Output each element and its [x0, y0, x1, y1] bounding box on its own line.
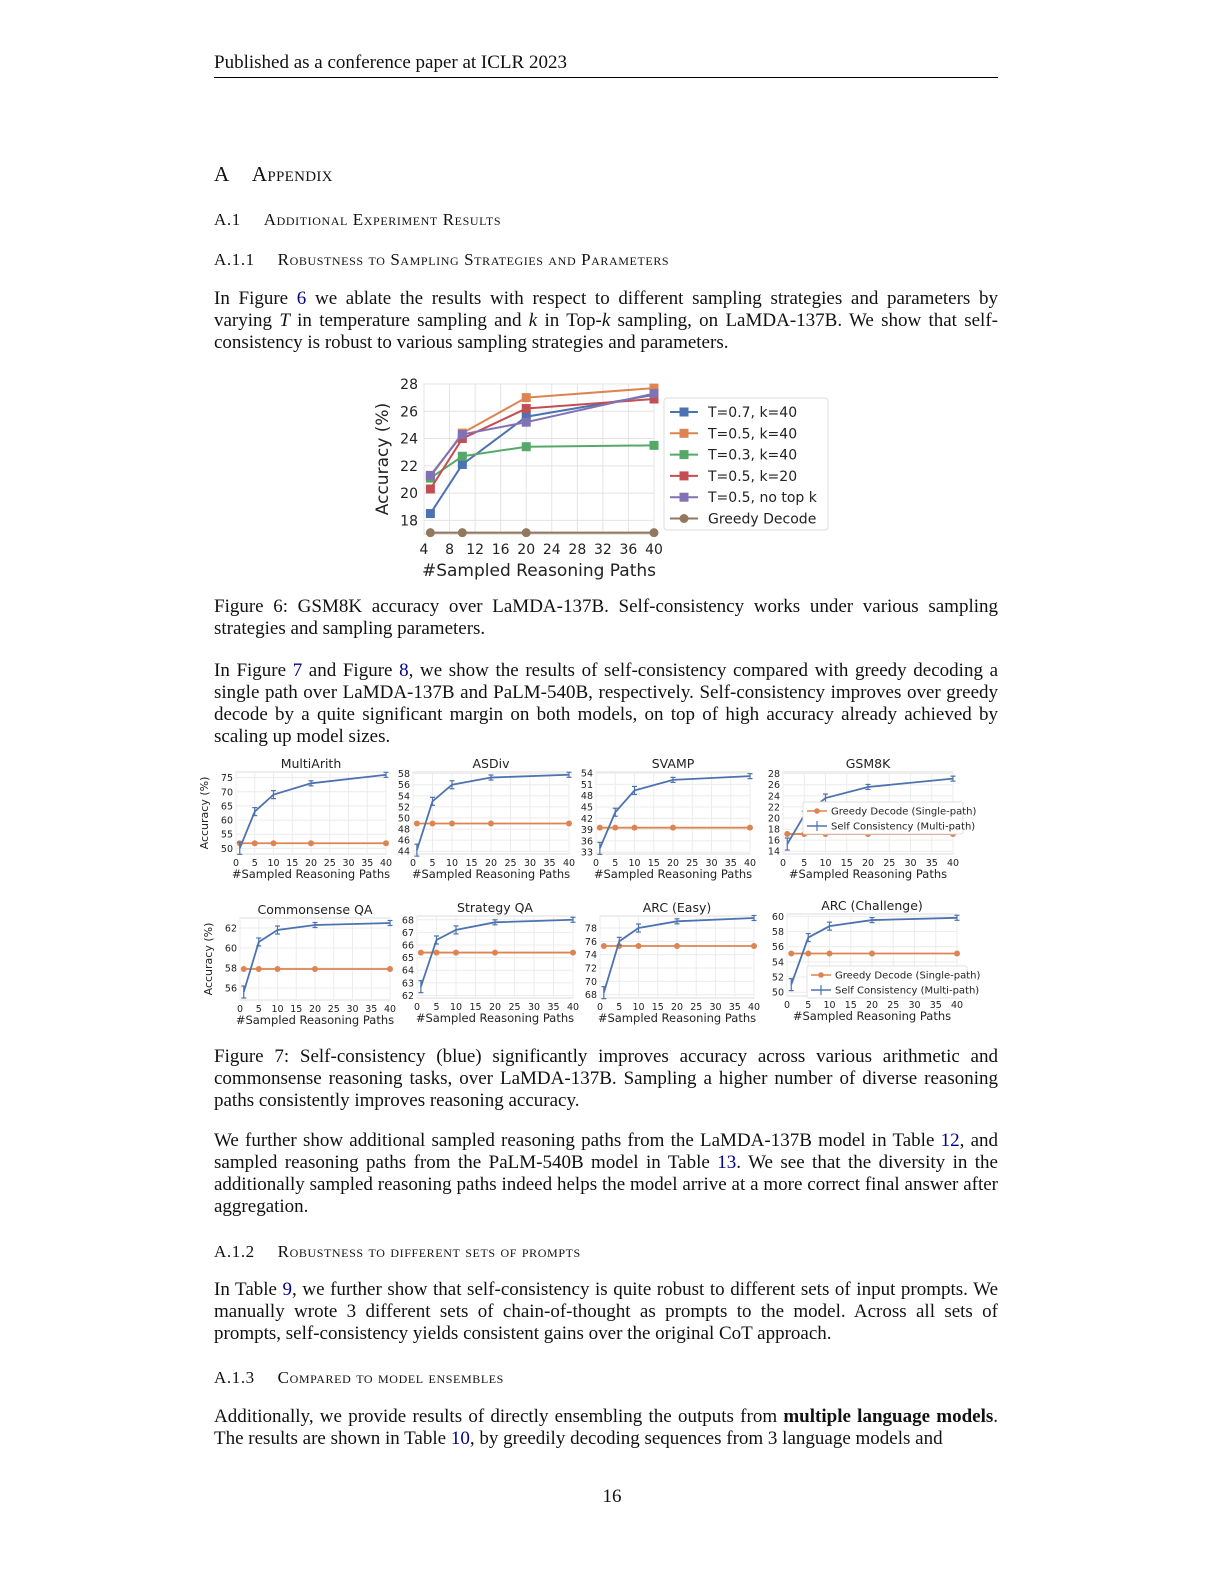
- y-tick-label: 68: [584, 990, 597, 1002]
- legend-marker: [814, 808, 820, 814]
- x-tick-label: 30: [904, 858, 917, 869]
- y-tick-label: 45: [580, 802, 593, 814]
- y-tick-label: 51: [580, 779, 593, 791]
- y-tick-label: 63: [401, 978, 414, 990]
- y-tick-label: 70: [220, 787, 233, 799]
- data-point: [522, 404, 531, 413]
- greedy-point: [788, 950, 794, 956]
- y-tick-label: 42: [580, 813, 593, 825]
- x-tick-label: 15: [465, 858, 478, 869]
- subplot-svamp: [581, 756, 756, 881]
- subsubsection-title: Robustness to Sampling Strategies and Parameters: [277, 250, 670, 269]
- data-point: [522, 442, 531, 451]
- greedy-point: [488, 821, 494, 827]
- greedy-point: [751, 943, 757, 949]
- text-run: in Top-: [537, 310, 602, 331]
- x-tick-label: 0: [592, 858, 600, 869]
- greedy-point: [271, 840, 277, 846]
- subsection-a1-heading: [214, 210, 501, 230]
- subplot-title: ARC (Challenge): [821, 898, 923, 913]
- x-axis-label: #Sampled Reasoning Paths: [411, 867, 571, 881]
- y-tick-label: 20: [400, 486, 418, 503]
- y-tick-label: 22: [767, 802, 780, 814]
- subsubsection-number: A.1.3: [214, 1368, 255, 1387]
- y-tick-label: 55: [220, 829, 233, 841]
- x-tick-label: 25: [504, 858, 517, 869]
- x-tick-label: 10: [823, 1000, 836, 1011]
- x-tick-label: 5: [255, 1004, 262, 1015]
- subsubsection-title: Robustness to different sets of prompts: [277, 1242, 581, 1261]
- greedy-point: [492, 950, 498, 956]
- legend-marker: [680, 450, 689, 459]
- y-tick-label: 78: [584, 923, 597, 935]
- x-tick-label: 35: [547, 1002, 560, 1013]
- y-tick-label: 60: [220, 815, 233, 827]
- x-tick-label: 25: [323, 858, 336, 869]
- y-tick-label: 66: [401, 940, 414, 952]
- x-tick-label: 36: [619, 542, 638, 558]
- y-tick-label: 65: [401, 953, 414, 965]
- text-run: In Table: [214, 1279, 283, 1300]
- text-run: In Figure: [214, 288, 297, 309]
- greedy-point: [566, 821, 572, 827]
- y-tick-label: 56: [224, 983, 237, 995]
- y-tick-label: 58: [224, 963, 237, 975]
- greedy-point: [418, 950, 424, 956]
- x-tick-label: 5: [801, 858, 808, 869]
- data-point: [458, 528, 467, 537]
- x-tick-label: 30: [346, 1004, 359, 1015]
- data-point: [458, 460, 467, 469]
- x-tick-label: 30: [709, 1002, 722, 1013]
- y-tick-label: 64: [401, 965, 414, 977]
- x-axis-label: #Sampled Reasoning Paths: [593, 867, 753, 881]
- x-tick-label: 15: [290, 1004, 303, 1015]
- greedy-point: [252, 840, 258, 846]
- greedy-point: [453, 950, 459, 956]
- x-tick-label: 30: [705, 858, 718, 869]
- subplot-title: Commonsense QA: [257, 902, 373, 917]
- greedy-point: [430, 821, 436, 827]
- paragraph-model-ensembles: [214, 1406, 998, 1450]
- x-tick-label: 5: [251, 858, 258, 869]
- greedy-point: [827, 950, 833, 956]
- y-tick-label: 70: [584, 976, 597, 988]
- y-tick-label: 26: [767, 780, 780, 792]
- x-tick-label: 4: [419, 542, 429, 558]
- greedy-point: [597, 825, 603, 831]
- greedy-point: [869, 950, 875, 956]
- data-point: [522, 528, 531, 537]
- x-axis-label: #Sampled Reasoning Paths: [235, 1013, 395, 1027]
- x-tick-label: 10: [449, 1002, 463, 1013]
- x-tick-label: 10: [271, 1004, 284, 1015]
- y-tick-label: 65: [220, 801, 233, 813]
- x-tick-label: 15: [840, 858, 853, 869]
- subplot-title: ARC (Easy): [642, 900, 712, 915]
- y-tick-label: 18: [767, 824, 780, 836]
- x-tick-label: 40: [645, 542, 663, 558]
- y-axis-label: Accuracy (%): [198, 776, 211, 850]
- legend-label: Self Consistency (Multi-path): [831, 821, 976, 833]
- legend-label: Greedy Decode: [708, 511, 817, 528]
- x-tick-label: 35: [361, 858, 374, 869]
- x-tick-label: 35: [925, 858, 938, 869]
- greedy-point: [784, 831, 790, 837]
- text-run: . The results are shown in Table: [214, 1406, 998, 1449]
- x-tick-label: 35: [728, 1002, 741, 1013]
- subsubsection-a13-heading: [214, 1368, 504, 1388]
- figure-6-caption: Figure 6: GSM8K accuracy over LaMDA-137B. Self-consistency works under various sampling strategies and sampling parameters.: [214, 596, 998, 639]
- greedy-point: [954, 950, 960, 956]
- legend-marker: [680, 471, 689, 480]
- legend-label: Greedy Decode (Single-path): [831, 806, 977, 818]
- greedy-point: [414, 821, 420, 827]
- data-point: [522, 418, 531, 427]
- x-tick-label: 40: [566, 1002, 580, 1013]
- x-tick-label: 5: [616, 1002, 623, 1013]
- figure-ref-6[interactable]: 6: [296, 288, 307, 309]
- data-point: [426, 528, 435, 537]
- y-tick-label: 74: [584, 950, 597, 962]
- figure-6-chart: [360, 372, 840, 587]
- page-number: 16: [602, 1486, 622, 1507]
- greedy-point: [636, 943, 642, 949]
- x-tick-label: 10: [628, 858, 641, 869]
- text-run: we ablate the results with respect to different sampling strategies and parameters by varying: [214, 288, 999, 331]
- data-point: [426, 509, 435, 518]
- subplot-gsm8k: [768, 756, 977, 881]
- paragraph-prompt-robustness: [214, 1279, 998, 1345]
- y-tick-label: 60: [771, 911, 784, 923]
- x-tick-label: 20: [666, 858, 680, 869]
- y-tick-label: 26: [400, 404, 418, 421]
- greedy-point: [601, 943, 607, 949]
- x-tick-label: 0: [413, 1002, 421, 1013]
- greedy-point: [241, 966, 247, 972]
- text-run: sampling, on LaMDA-137B. We show that self-consistency is robust to various sampling strategies and parameters.: [214, 310, 998, 353]
- x-tick-label: 40: [379, 858, 393, 869]
- y-tick-label: 20: [767, 813, 780, 825]
- x-tick-label: 35: [365, 1004, 378, 1015]
- y-tick-label: 54: [397, 791, 410, 803]
- subsubsection-number: A.1.2: [214, 1242, 255, 1261]
- x-tick-label: 35: [724, 858, 737, 869]
- table-ref-13[interactable]: 13: [717, 1152, 737, 1173]
- x-tick-label: 40: [950, 1000, 964, 1011]
- x-axis-label: #Sampled Reasoning Paths: [792, 1009, 952, 1023]
- x-tick-label: 5: [612, 858, 619, 869]
- y-tick-label: 52: [397, 802, 410, 814]
- x-tick-label: 40: [946, 858, 960, 869]
- x-tick-label: 40: [562, 858, 576, 869]
- y-tick-label: 28: [400, 377, 418, 393]
- y-tick-label: 14: [767, 846, 780, 858]
- greedy-point: [670, 825, 676, 831]
- subsubsection-a11-heading: [214, 250, 669, 270]
- x-axis-label: #Sampled Reasoning Paths: [597, 1011, 757, 1025]
- y-tick-label: 48: [580, 791, 593, 803]
- greedy-point: [632, 825, 638, 831]
- x-tick-label: 40: [747, 1002, 761, 1013]
- text-run: We further show additional sampled reasoning paths from the LaMDA-137B model in Table: [214, 1130, 941, 1151]
- y-tick-label: 68: [401, 915, 414, 927]
- y-tick-label: 54: [771, 957, 784, 969]
- x-tick-label: 0: [409, 858, 417, 869]
- x-tick-label: 30: [527, 1002, 541, 1013]
- x-tick-label: 25: [887, 1000, 900, 1011]
- subplot-title: SVAMP: [651, 756, 695, 771]
- x-tick-label: 20: [861, 858, 875, 869]
- x-tick-label: 5: [433, 1002, 440, 1013]
- y-tick-label: 16: [767, 835, 780, 847]
- paragraph-figure7-intro: [214, 660, 998, 748]
- table-ref-9[interactable]: 9: [282, 1279, 293, 1300]
- text-run: , by greedily decoding sequences from 3 language models and: [469, 1428, 943, 1449]
- data-point: [458, 452, 467, 461]
- greedy-point: [256, 966, 262, 972]
- legend-marker: [680, 493, 689, 502]
- x-tick-label: 20: [484, 858, 498, 869]
- x-tick-label: 15: [844, 1000, 857, 1011]
- x-tick-label: 0: [596, 1002, 604, 1013]
- x-tick-label: 32: [593, 542, 612, 558]
- subplot-title: ASDiv: [472, 756, 510, 771]
- x-tick-label: 20: [865, 1000, 879, 1011]
- y-tick-label: 52: [771, 972, 784, 984]
- x-tick-label: 25: [690, 1002, 703, 1013]
- legend-label: T=0.7, k=40: [708, 405, 798, 421]
- y-tick-label: 50: [397, 813, 410, 825]
- legend-label: T=0.3, k=40: [708, 447, 798, 464]
- x-tick-label: 10: [819, 858, 832, 869]
- greedy-point: [308, 840, 314, 846]
- text-run: In Figure: [214, 660, 293, 681]
- y-tick-label: 67: [401, 927, 414, 939]
- y-tick-label: 36: [580, 836, 593, 848]
- greedy-point: [805, 950, 811, 956]
- bold-text: multiple language models: [783, 1406, 994, 1427]
- subplot-title: Strategy QA: [457, 900, 533, 915]
- greedy-point: [570, 950, 576, 956]
- y-axis-label: Accuracy (%): [373, 402, 393, 516]
- x-tick-label: 25: [883, 858, 896, 869]
- x-tick-label: 10: [445, 858, 459, 869]
- text-run: and Figure: [302, 660, 400, 681]
- legend-label: T=0.5, no top k: [708, 490, 817, 507]
- data-point: [650, 528, 659, 537]
- greedy-point: [434, 950, 440, 956]
- legend-label: T=0.5, k=20: [708, 468, 798, 485]
- y-tick-label: 58: [771, 926, 784, 938]
- figure-7-caption: Figure 7: Self-consistency (blue) significantly improves accuracy across various arithmetic and commonsense reasoning tasks, over LaMDA-137B. Sampling a higher number of diverse reasoning paths consistently improves reasoning accuracy.: [214, 1046, 998, 1111]
- x-tick-label: 25: [508, 1002, 521, 1013]
- x-tick-label: 15: [469, 1002, 482, 1013]
- x-tick-label: 25: [327, 1004, 340, 1015]
- y-tick-label: 56: [397, 780, 410, 792]
- data-point: [426, 471, 435, 480]
- section-title: Appendix: [251, 162, 333, 186]
- x-tick-label: 5: [429, 858, 436, 869]
- y-axis-label: Accuracy (%): [202, 922, 215, 996]
- y-tick-label: 24: [400, 431, 418, 448]
- subplot-commonsenseqa: [202, 902, 396, 1027]
- y-tick-label: 24: [767, 791, 780, 803]
- x-tick-label: 20: [304, 858, 318, 869]
- greedy-point: [612, 825, 618, 831]
- x-tick-label: 20: [517, 542, 536, 558]
- x-tick-label: 10: [267, 858, 280, 869]
- figure-7-chart-grid: [196, 752, 1016, 1042]
- table-ref-12[interactable]: 12: [940, 1130, 960, 1151]
- data-point: [458, 430, 467, 439]
- subplot-title: GSM8K: [845, 756, 891, 771]
- x-tick-label: 40: [383, 1004, 397, 1015]
- data-point: [650, 441, 659, 450]
- x-tick-label: 35: [929, 1000, 942, 1011]
- y-tick-label: 60: [224, 943, 237, 955]
- x-tick-label: 30: [342, 858, 355, 869]
- subplot-strategyqa: [402, 900, 579, 1025]
- text-run: Additionally, we provide results of directly ensembling the outputs from: [214, 1406, 784, 1427]
- x-axis-label: #Sampled Reasoning Paths: [788, 867, 948, 881]
- x-tick-label: 16: [491, 542, 510, 558]
- x-tick-label: 24: [542, 542, 561, 558]
- x-tick-label: 15: [651, 1002, 664, 1013]
- x-tick-label: 28: [568, 542, 587, 558]
- greedy-point: [747, 825, 753, 831]
- y-tick-label: 28: [767, 769, 780, 781]
- table-ref-10[interactable]: 10: [450, 1428, 470, 1449]
- x-tick-label: 20: [670, 1002, 684, 1013]
- subsection-number: A.1: [214, 210, 241, 229]
- x-tick-label: 15: [286, 858, 299, 869]
- greedy-point: [383, 840, 389, 846]
- legend-label: Self Consistency (Multi-path): [835, 985, 980, 997]
- data-point: [650, 389, 659, 398]
- x-tick-label: 10: [632, 1002, 645, 1013]
- x-tick-label: 40: [743, 858, 757, 869]
- paragraph-sampling-ablation: [214, 288, 998, 354]
- y-tick-label: 22: [400, 458, 418, 475]
- x-axis-label: #Sampled Reasoning Paths: [415, 1011, 575, 1025]
- section-number: A: [214, 162, 229, 186]
- appendix-heading: [214, 162, 333, 187]
- legend-marker: [818, 972, 824, 978]
- data-point: [426, 485, 435, 494]
- x-tick-label: 5: [805, 1000, 812, 1011]
- subsection-title: Additional Experiment Results: [263, 210, 502, 229]
- greedy-point: [449, 821, 455, 827]
- y-tick-label: 18: [400, 513, 418, 530]
- x-tick-label: 20: [488, 1002, 502, 1013]
- x-tick-label: 0: [236, 1004, 244, 1015]
- greedy-point: [674, 943, 680, 949]
- greedy-point: [387, 966, 393, 972]
- legend-label: T=0.5, k=40: [708, 426, 798, 443]
- x-tick-label: 35: [543, 858, 556, 869]
- subplot-arceasy: [585, 900, 760, 1025]
- subplot-asdiv: [398, 756, 575, 881]
- x-axis-label: #Sampled Reasoning Paths: [231, 867, 391, 881]
- x-tick-label: 25: [686, 858, 699, 869]
- x-tick-label: 0: [232, 858, 240, 869]
- math-var: k: [601, 310, 611, 331]
- x-tick-label: 15: [647, 858, 660, 869]
- y-tick-label: 46: [397, 835, 410, 847]
- figure-ref-7[interactable]: 7: [292, 660, 303, 681]
- math-var: k: [528, 310, 538, 331]
- x-tick-label: 30: [908, 1000, 921, 1011]
- math-var: T: [279, 310, 290, 331]
- x-tick-label: 8: [445, 542, 455, 558]
- y-tick-label: 56: [771, 942, 784, 954]
- legend-marker: [680, 429, 689, 438]
- y-tick-label: 50: [220, 843, 233, 855]
- y-tick-label: 62: [401, 990, 414, 1002]
- legend-marker: [680, 408, 689, 417]
- y-tick-label: 54: [580, 768, 593, 780]
- subsubsection-title: Compared to model ensembles: [277, 1368, 504, 1387]
- y-tick-label: 50: [771, 987, 784, 999]
- legend-marker: [680, 514, 689, 523]
- x-axis-label: #Sampled Reasoning Paths: [421, 561, 657, 581]
- y-tick-label: 76: [584, 936, 597, 948]
- subplot-multiarith: [198, 756, 392, 881]
- x-tick-label: 30: [523, 858, 537, 869]
- running-header: Published as a conference paper at ICLR 2023: [214, 52, 998, 78]
- y-tick-label: 44: [397, 846, 410, 858]
- legend-label: Greedy Decode (Single-path): [835, 970, 981, 982]
- y-tick-label: 72: [584, 963, 597, 975]
- subsubsection-a12-heading: [214, 1242, 581, 1262]
- subplot-title: MultiArith: [280, 756, 342, 771]
- y-tick-label: 62: [224, 923, 237, 935]
- x-tick-label: 12: [466, 542, 485, 558]
- y-tick-label: 48: [397, 824, 410, 836]
- paragraph-additional-paths: [214, 1130, 998, 1218]
- text-run: . We see that the diversity in the additionally sampled reasoning paths indeed helps the model arrive at a more correct final answer after aggregation.: [214, 1152, 998, 1217]
- x-tick-label: 0: [779, 858, 787, 869]
- x-tick-label: 20: [308, 1004, 322, 1015]
- subplot-arcchallenge: [772, 898, 981, 1023]
- greedy-point: [275, 966, 281, 972]
- y-tick-label: 39: [580, 825, 593, 837]
- text-run: in temperature sampling and: [289, 310, 529, 331]
- greedy-point: [312, 966, 318, 972]
- x-tick-label: 0: [783, 1000, 791, 1011]
- text-run: , and sampled reasoning paths from the PaLM-540B model in Table: [214, 1130, 999, 1173]
- y-tick-label: 58: [397, 769, 410, 781]
- subsubsection-number: A.1.1: [214, 250, 255, 269]
- text-run: , we show the results of self-consistency compared with greedy decoding a single path over LaMDA-137B and PaLM-540B, respectively. Self-consistency improves over greedy decode by a quite significant margin on both models, on top of high accuracy already achieved by scaling up model sizes.: [214, 660, 998, 747]
- figure-ref-8[interactable]: 8: [399, 660, 409, 681]
- y-tick-label: 75: [220, 773, 233, 785]
- y-tick-label: 33: [580, 847, 593, 859]
- text-run: , we further show that self-consistency is quite robust to different sets of input prompts. We manually wrote 3 different sets of chain-of-thought as prompts to the model. Across all sets of prompts, self-consistency yields consistent gains over the original CoT approach.: [214, 1279, 998, 1344]
- data-point: [522, 393, 531, 402]
